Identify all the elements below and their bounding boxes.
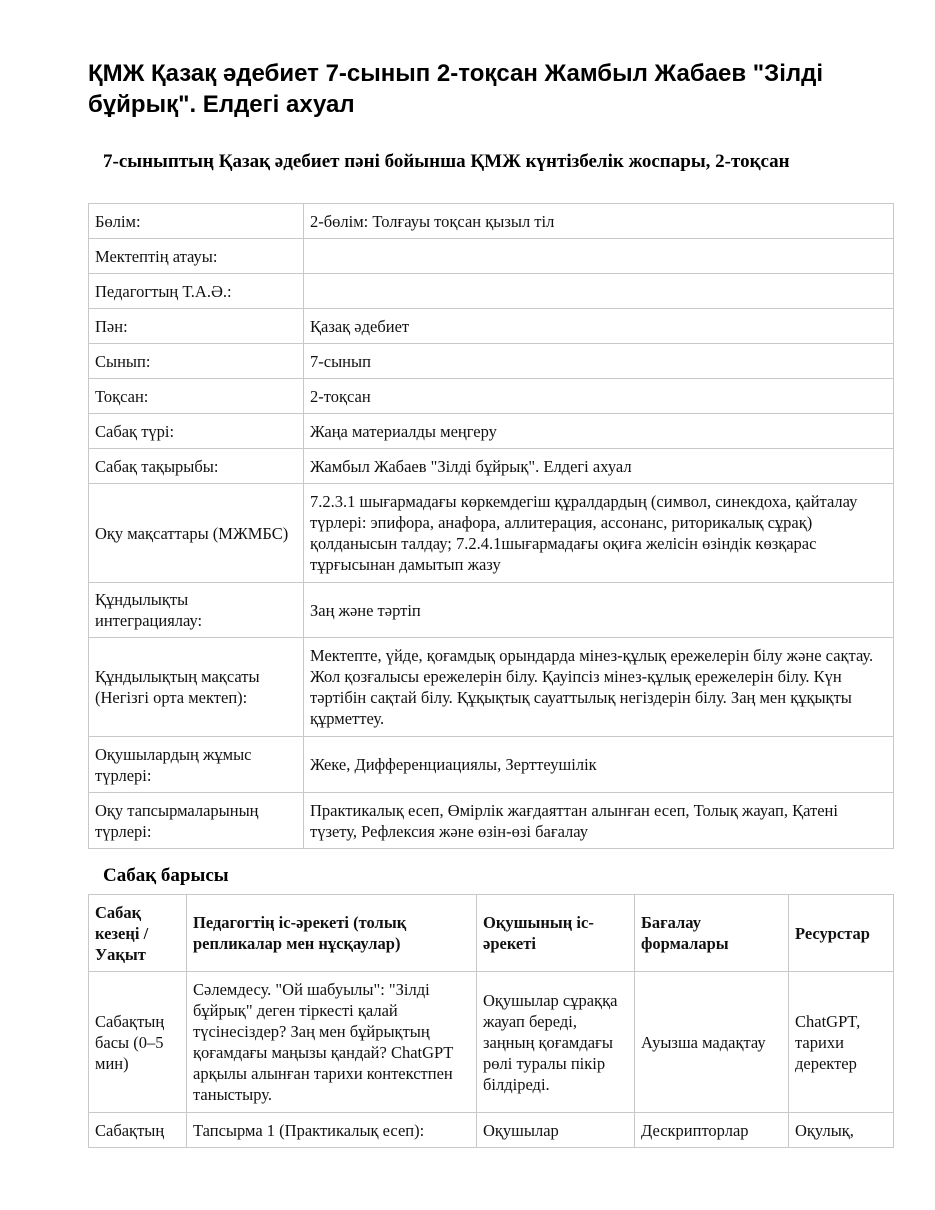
row-value: 7.2.3.1 шығармадағы көркемдегіш құралдардың (символ, синекдоха, қайталау түрлері: эпифора, анафора, аллитерация, ассонанс, риторикалық сұрақ) қолданысын талдау; 7.2.4.1шығармадағы оқиға желісін өзіндік көзқарас тұрғысынан дамытып жазу bbox=[304, 484, 894, 583]
column-header-student: Оқушының іс-әрекеті bbox=[477, 895, 635, 972]
row-value: Практикалық есеп, Өмірлік жағдаяттан алынған есеп, Толық жауап, Қатені түзету, Рефлексия және өзін-өзі бағалау bbox=[304, 793, 894, 849]
cell-resources: Оқулық, bbox=[789, 1113, 894, 1148]
cell-resources: ChatGPT, тарихи деректер bbox=[789, 972, 894, 1113]
row-value: Жеке, Дифференциациялы, Зерттеушілік bbox=[304, 737, 894, 793]
table-row bbox=[89, 449, 894, 484]
row-label: Пән: bbox=[89, 309, 304, 344]
column-header-assessment: Бағалау формалары bbox=[635, 895, 789, 972]
row-value bbox=[304, 239, 894, 274]
row-value: 2-бөлім: Толғауы тоқсан қызыл тіл bbox=[304, 204, 894, 239]
row-value: Қазақ әдебиет bbox=[304, 309, 894, 344]
lesson-flow-heading: Сабақ барысы bbox=[103, 865, 229, 886]
cell-stage: Сабақтың bbox=[89, 1113, 187, 1148]
table-row bbox=[89, 414, 894, 449]
table-row bbox=[89, 274, 894, 309]
row-value: 7-сынып bbox=[304, 344, 894, 379]
row-label: Құндылықтың мақсаты (Негізгі орта мектеп): bbox=[89, 638, 304, 737]
plan-heading: 7-сыныптың Қазақ әдебиет пәні бойынша ҚМЖ күнтізбелік жоспары, 2-тоқсан bbox=[103, 151, 790, 172]
row-label: Педагогтың Т.А.Ә.: bbox=[89, 274, 304, 309]
row-label: Оқу мақсаттары (МЖМБС) bbox=[89, 484, 304, 583]
table-row bbox=[89, 1113, 894, 1148]
table-row bbox=[89, 793, 894, 849]
table-row bbox=[89, 737, 894, 793]
row-label: Сабақ түрі: bbox=[89, 414, 304, 449]
row-label: Мектептің атауы: bbox=[89, 239, 304, 274]
row-value: Заң және тәртіп bbox=[304, 583, 894, 638]
row-value: Жамбыл Жабаев "Зілді бұйрық". Елдегі ахуал bbox=[304, 449, 894, 484]
cell-assessment: Дескрипторлар bbox=[635, 1113, 789, 1148]
table-row bbox=[89, 379, 894, 414]
row-label: Сабақ тақырыбы: bbox=[89, 449, 304, 484]
column-header-teacher: Педагогтің іс-әрекеті (толық репликалар мен нұсқаулар) bbox=[187, 895, 477, 972]
table-row bbox=[89, 309, 894, 344]
row-value: Мектепте, үйде, қоғамдық орындарда мінез-құлық ережелерін білу және сақтау. Жол қозғалысы ережелерін білу. Қауіпсіз мінез-құлық ережелерін білу. Күн тәртібін сақтай білу. Құқықтық сауаттылық негіздерін білу. Заң мен құқықты құрметтеу. bbox=[304, 638, 894, 737]
cell-student: Оқушылар сұраққа жауап береді, заңның қоғамдағы рөлі туралы пікір білдіреді. bbox=[477, 972, 635, 1113]
row-label: Оқушылардың жұмыс түрлері: bbox=[89, 737, 304, 793]
cell-student: Оқушылар bbox=[477, 1113, 635, 1148]
table-row bbox=[89, 239, 894, 274]
row-label: Бөлім: bbox=[89, 204, 304, 239]
lesson-flow-table bbox=[88, 894, 894, 1148]
table-row bbox=[89, 972, 894, 1113]
table-row bbox=[89, 638, 894, 737]
cell-teacher: Тапсырма 1 (Практикалық есеп): bbox=[187, 1113, 477, 1148]
cell-teacher: Сәлемдесу. "Ой шабуылы": "Зілді бұйрық" деген тіркесті қалай түсінесіздер? Заң мен бұйрықтың қоғамдағы маңызы қандай? ChatGPT арқылы алынған тарихи контекстпен таныстыру. bbox=[187, 972, 477, 1113]
row-value: 2-тоқсан bbox=[304, 379, 894, 414]
cell-stage: Сабақтың басы (0–5 мин) bbox=[89, 972, 187, 1113]
table-row bbox=[89, 204, 894, 239]
column-header-stage: Сабақ кезеңі / Уақыт bbox=[89, 895, 187, 972]
document-title: ҚМЖ Қазақ әдебиет 7-сынып 2-тоқсан Жамбыл Жабаев "Зілді бұйрық". Елдегі ахуал bbox=[88, 60, 824, 118]
table-row bbox=[89, 344, 894, 379]
row-label: Оқу тапсырмаларының түрлері: bbox=[89, 793, 304, 849]
column-header-resources: Ресурстар bbox=[789, 895, 894, 972]
row-label: Сынып: bbox=[89, 344, 304, 379]
lesson-info-table bbox=[88, 203, 894, 849]
row-value: Жаңа материалды меңгеру bbox=[304, 414, 894, 449]
row-label: Тоқсан: bbox=[89, 379, 304, 414]
row-label: Құндылықты интеграциялау: bbox=[89, 583, 304, 638]
table-row bbox=[89, 484, 894, 583]
table-row bbox=[89, 583, 894, 638]
table-header-row bbox=[89, 895, 894, 972]
cell-assessment: Ауызша мадақтау bbox=[635, 972, 789, 1113]
row-value bbox=[304, 274, 894, 309]
